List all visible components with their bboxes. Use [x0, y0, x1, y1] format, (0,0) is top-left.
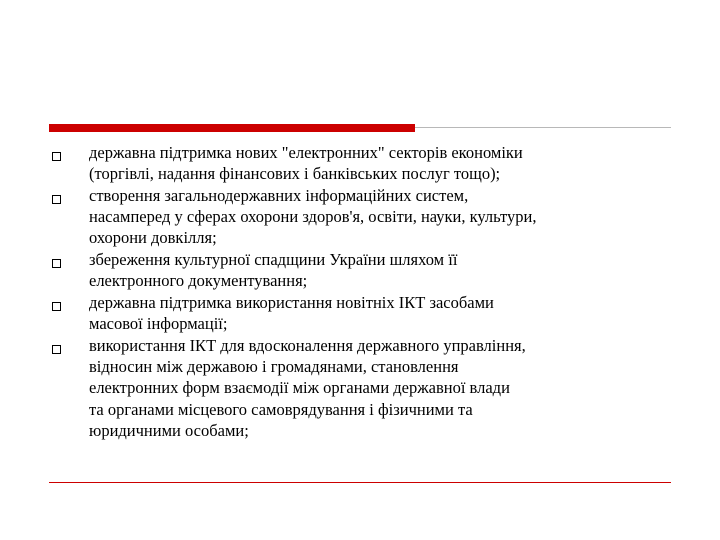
bullet-line: створення загальнодержавних інформаційних систем, [89, 186, 469, 205]
bullet-line: державна підтримка використання новітніх ІКТ засобами [89, 293, 494, 312]
bullet-text [89, 335, 675, 441]
square-bullet-icon [52, 195, 61, 204]
square-bullet-icon [52, 259, 61, 268]
bullet-line: насамперед у сферах охорони здоров'я, освіти, науки, культури, [89, 207, 537, 227]
bullet-text [89, 142, 675, 184]
bullet-line: (торгівлі, надання фінансових і банківських послуг тощо); [89, 164, 501, 184]
square-bullet-icon [52, 152, 61, 161]
bullet-line: відносин між державою і громадянами, становлення [89, 357, 459, 377]
bullet-line: електронного документування; [89, 271, 308, 291]
bullet-line: збереження культурної спадщини України шляхом її [89, 250, 458, 269]
bottom-divider [49, 482, 671, 483]
bullet-line: та органами місцевого самоврядування і фізичними та [89, 399, 473, 419]
bullet-line: державна підтримка нових "електронних" секторів економіки [89, 143, 523, 162]
bullet-text [89, 249, 675, 291]
square-bullet-icon [52, 302, 61, 311]
bullet-line: використання ІКТ для вдосконалення державного управління, [89, 336, 526, 355]
bullet-line: масової інформації; [89, 314, 228, 334]
square-bullet-icon [52, 345, 61, 354]
bullet-text [89, 185, 675, 249]
bullet-text [89, 292, 675, 334]
bullet-line: охорони довкілля; [89, 228, 217, 248]
bullet-line: юридичними особами; [89, 420, 249, 440]
bullet-line: електронних форм взаємодії між органами державної влади [89, 378, 510, 398]
